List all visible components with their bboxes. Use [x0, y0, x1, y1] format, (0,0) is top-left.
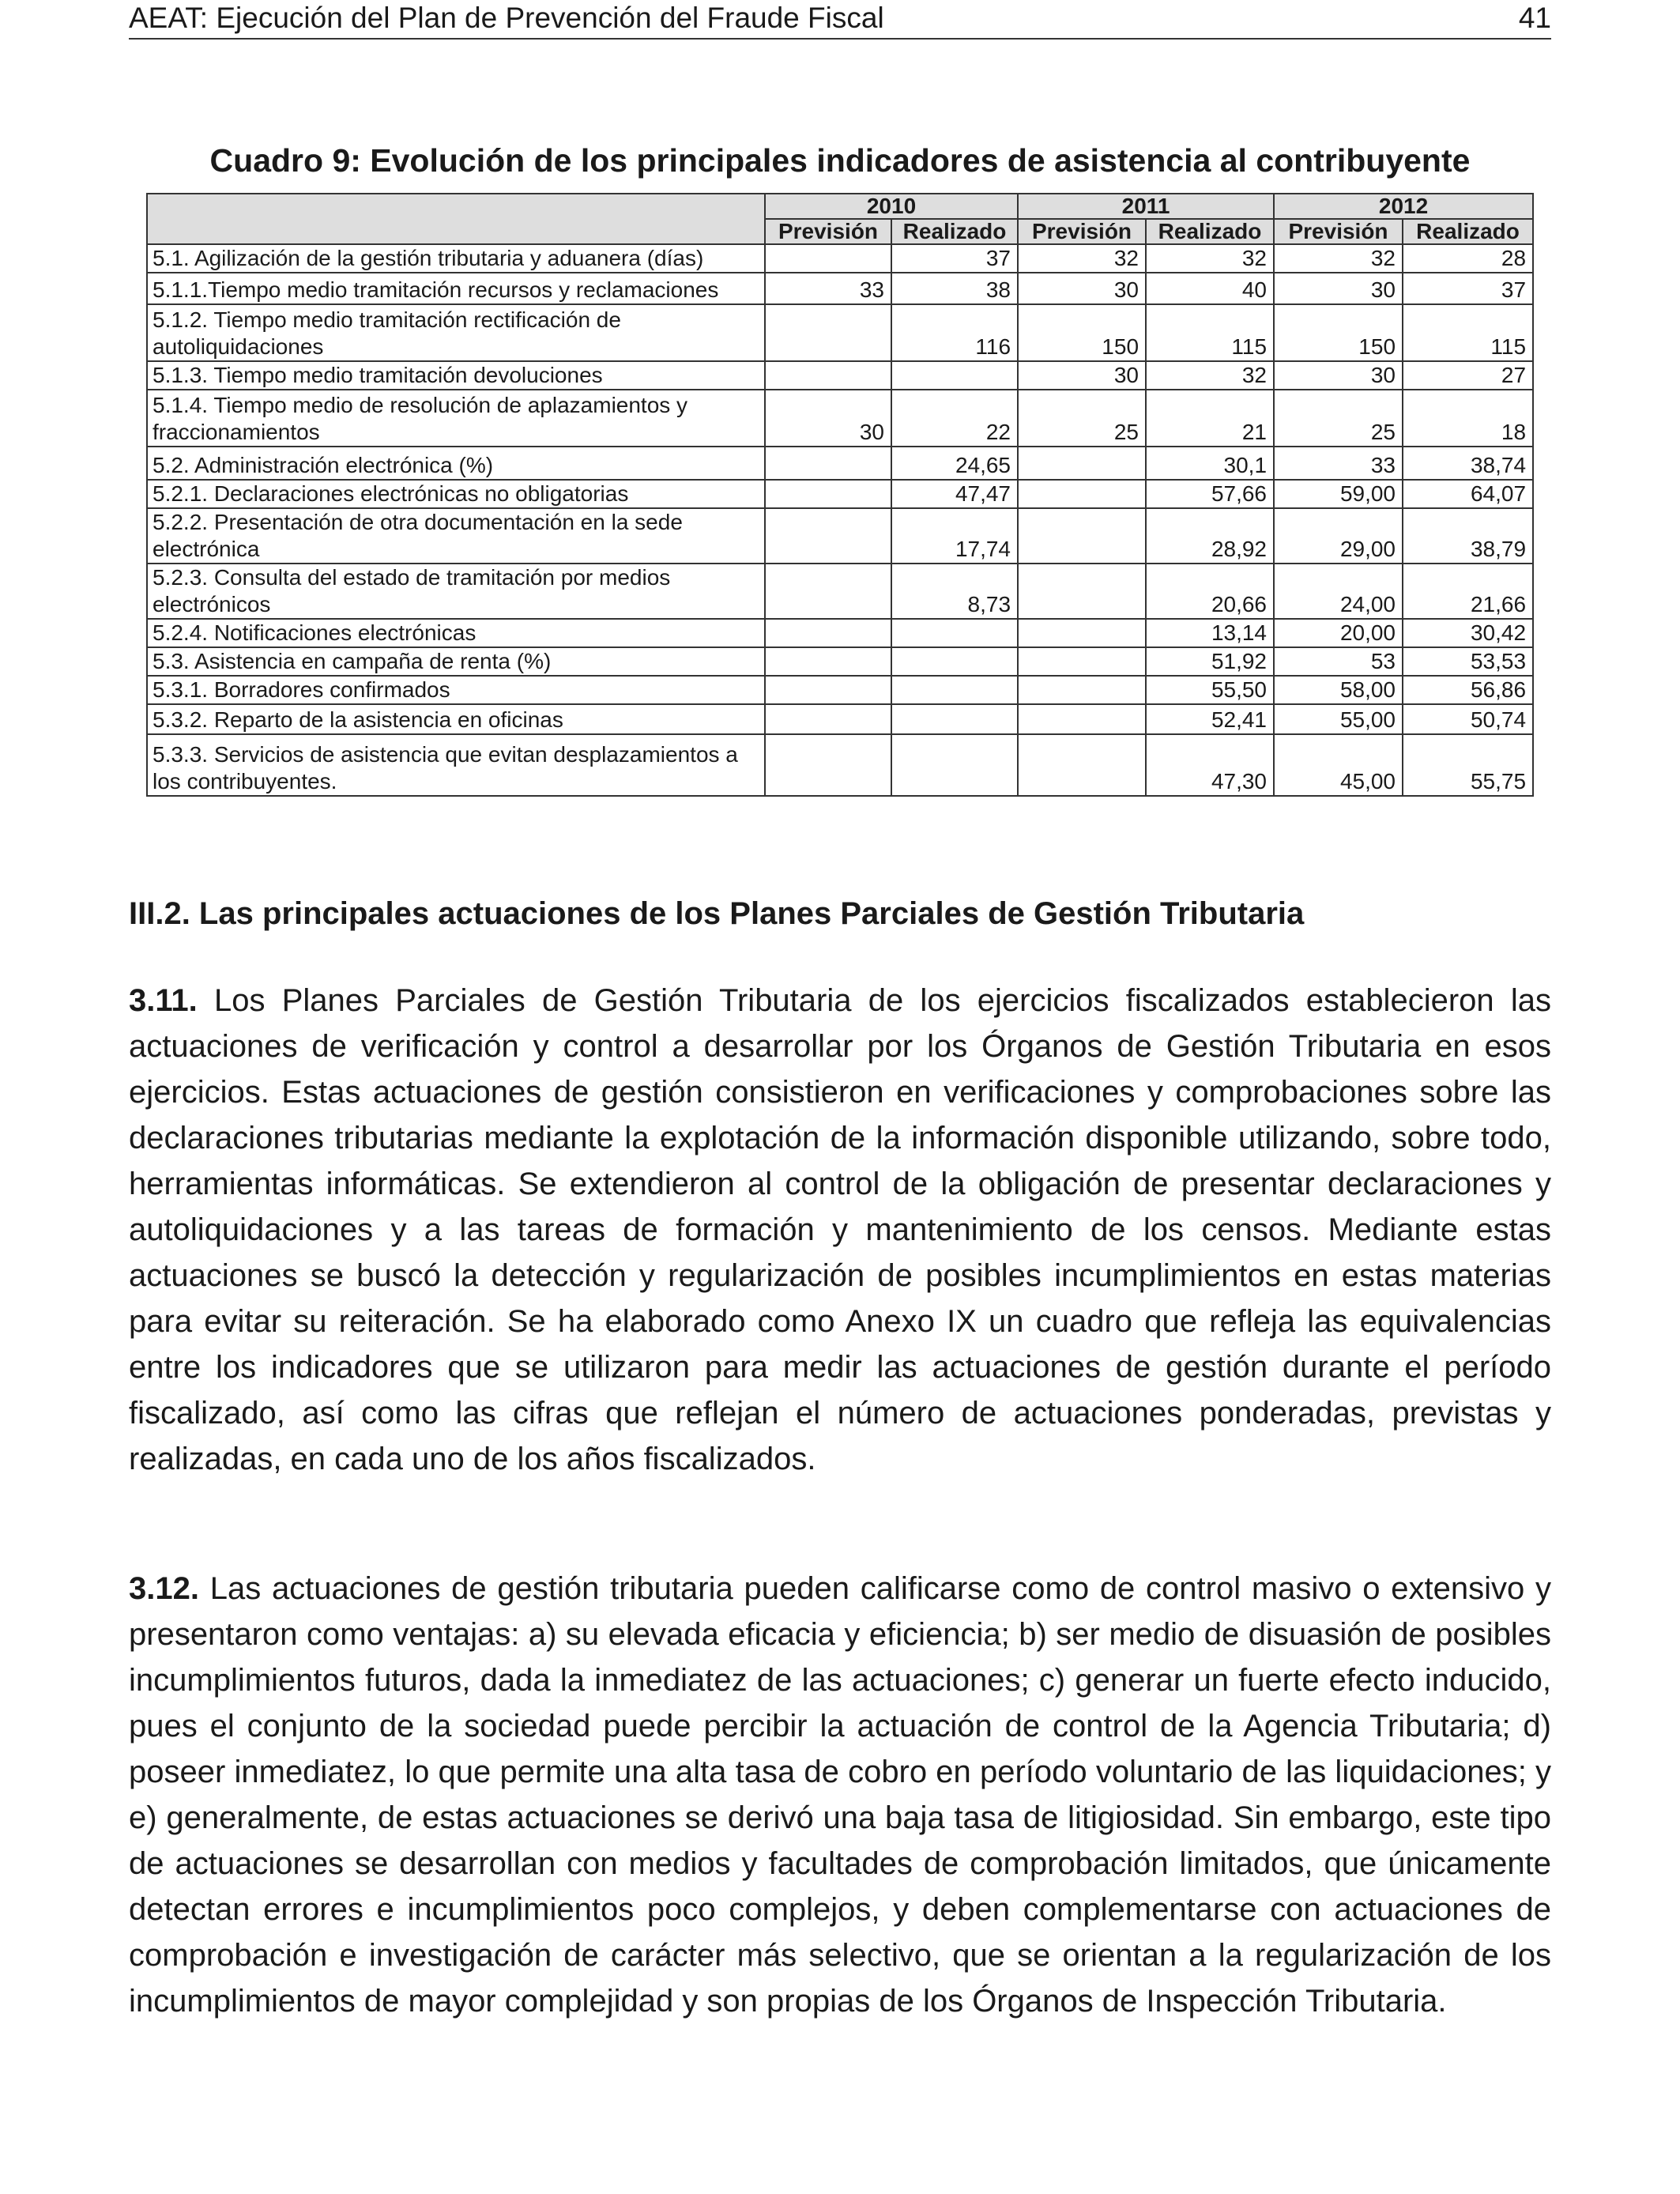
indicator-label: 5.1.1.Tiempo medio tramitación recursos y reclamaciones	[147, 273, 765, 304]
value-cell: 52,41	[1146, 704, 1274, 734]
page-number: 41	[1518, 2, 1551, 34]
value-cell	[891, 704, 1018, 734]
table-body	[147, 244, 1533, 796]
value-cell	[1018, 676, 1146, 704]
paragraph-3-12	[129, 1566, 1551, 2024]
value-cell: 45,00	[1274, 734, 1403, 796]
indicator-label: 5.1.4. Tiempo medio de resolución de aplazamientos y fraccionamientos	[147, 390, 765, 447]
value-cell	[891, 734, 1018, 796]
indicator-label: 5.1.2. Tiempo medio tramitación rectificación de autoliquidaciones	[147, 304, 765, 361]
value-cell: 30	[1018, 273, 1146, 304]
value-cell: 30	[1274, 273, 1403, 304]
value-cell: 59,00	[1274, 480, 1403, 508]
value-cell: 55,50	[1146, 676, 1274, 704]
value-cell: 53,53	[1403, 647, 1533, 676]
subheader-cell: Realizado	[1403, 219, 1533, 244]
indicator-label: 5.3.3. Servicios de asistencia que evitan desplazamientos a los contribuyentes.	[147, 734, 765, 796]
value-cell: 33	[765, 273, 891, 304]
value-cell: 32	[1018, 244, 1146, 273]
table-row	[147, 273, 1533, 304]
value-cell	[1018, 447, 1146, 480]
value-cell	[765, 304, 891, 361]
value-cell	[765, 734, 891, 796]
subheader-cell: Previsión	[765, 219, 891, 244]
value-cell: 28	[1403, 244, 1533, 273]
value-cell: 17,74	[891, 508, 1018, 564]
table-row	[147, 361, 1533, 390]
header-blank-cell	[147, 194, 765, 244]
value-cell: 38,79	[1403, 508, 1533, 564]
value-cell: 24,65	[891, 447, 1018, 480]
indicator-label: 5.3. Asistencia en campaña de renta (%)	[147, 647, 765, 676]
value-cell: 21,66	[1403, 564, 1533, 619]
value-cell	[765, 564, 891, 619]
value-cell	[891, 647, 1018, 676]
value-cell: 115	[1403, 304, 1533, 361]
table-row	[147, 564, 1533, 619]
value-cell: 8,73	[891, 564, 1018, 619]
value-cell: 30	[1018, 361, 1146, 390]
value-cell: 25	[1274, 390, 1403, 447]
table-row	[147, 647, 1533, 676]
value-cell: 32	[1274, 244, 1403, 273]
value-cell: 20,66	[1146, 564, 1274, 619]
value-cell: 38	[891, 273, 1018, 304]
table-row	[147, 508, 1533, 564]
value-cell: 18	[1403, 390, 1533, 447]
value-cell: 47,47	[891, 480, 1018, 508]
indicator-label: 5.2. Administración electrónica (%)	[147, 447, 765, 480]
value-cell: 150	[1274, 304, 1403, 361]
value-cell: 24,00	[1274, 564, 1403, 619]
value-cell	[765, 704, 891, 734]
table-row	[147, 447, 1533, 480]
indicator-label: 5.2.4. Notificaciones electrónicas	[147, 619, 765, 647]
subheader-cell: Realizado	[891, 219, 1018, 244]
value-cell	[765, 447, 891, 480]
table-row	[147, 304, 1533, 361]
value-cell: 150	[1018, 304, 1146, 361]
value-cell	[1018, 704, 1146, 734]
value-cell: 47,30	[1146, 734, 1274, 796]
value-cell	[1018, 508, 1146, 564]
value-cell: 32	[1146, 361, 1274, 390]
year-header: 2012	[1274, 194, 1533, 219]
table-row	[147, 619, 1533, 647]
value-cell: 25	[1018, 390, 1146, 447]
value-cell: 13,14	[1146, 619, 1274, 647]
value-cell: 27	[1403, 361, 1533, 390]
value-cell: 33	[1274, 447, 1403, 480]
value-cell: 30	[765, 390, 891, 447]
value-cell: 116	[891, 304, 1018, 361]
value-cell: 58,00	[1274, 676, 1403, 704]
indicator-label: 5.1. Agilización de la gestión tributaria y aduanera (días)	[147, 244, 765, 273]
value-cell: 30	[1274, 361, 1403, 390]
indicators-table	[146, 193, 1534, 797]
indicator-label: 5.1.3. Tiempo medio tramitación devoluciones	[147, 361, 765, 390]
paragraph-text: Los Planes Parciales de Gestión Tributaria de los ejercicios fiscalizados establecieron las actuaciones de verificación y control a desarrollar por los Órganos de Gestión Tributaria en esos ejercicios. Estas actuaciones de gestión consistieron en verificaciones y comprobaciones sobre las declaraciones tributarias mediante la explotación de la información disponible utilizando, sobre todo, herramientas informáticas. Se extendieron al control de la obligación de presentar declaraciones y autoliquidaciones y a las tareas de formación y mantenimiento de los censos. Mediante estas actuaciones se buscó la detección y regularización de posibles incumplimientos en estas materias para evitar su reiteración. Se ha elaborado como Anexo IX un cuadro que refleja las equivalencias entre los indicadores que se utilizaron para medir las actuaciones de gestión durante el período fiscalizado, así como las cifras que reflejan el número de actuaciones ponderadas, previstas y realizadas, en cada uno de los años fiscalizados.	[129, 983, 1551, 1476]
value-cell	[891, 676, 1018, 704]
value-cell	[1018, 564, 1146, 619]
value-cell: 20,00	[1274, 619, 1403, 647]
page-header	[129, 2, 1551, 40]
value-cell	[1018, 647, 1146, 676]
value-cell: 28,92	[1146, 508, 1274, 564]
value-cell	[765, 647, 891, 676]
value-cell: 37	[1403, 273, 1533, 304]
value-cell	[765, 676, 891, 704]
value-cell: 55,75	[1403, 734, 1533, 796]
value-cell: 29,00	[1274, 508, 1403, 564]
value-cell: 115	[1146, 304, 1274, 361]
value-cell	[765, 619, 891, 647]
value-cell: 30,42	[1403, 619, 1533, 647]
value-cell: 21	[1146, 390, 1274, 447]
value-cell	[1018, 619, 1146, 647]
table-row	[147, 480, 1533, 508]
value-cell: 22	[891, 390, 1018, 447]
paragraph-number: 3.11.	[129, 983, 198, 1018]
value-cell: 40	[1146, 273, 1274, 304]
value-cell	[1018, 480, 1146, 508]
value-cell: 38,74	[1403, 447, 1533, 480]
table-row	[147, 390, 1533, 447]
section-heading: III.2. Las principales actuaciones de los Planes Parciales de Gestión Tributaria	[129, 896, 1305, 931]
table-title: Cuadro 9: Evolución de los principales indicadores de asistencia al contribuyente	[209, 142, 1471, 179]
table-row	[147, 734, 1533, 796]
value-cell: 32	[1146, 244, 1274, 273]
subheader-cell: Previsión	[1018, 219, 1146, 244]
value-cell	[891, 619, 1018, 647]
value-cell	[765, 361, 891, 390]
value-cell	[765, 480, 891, 508]
paragraph-3-11	[129, 978, 1551, 1482]
value-cell: 56,86	[1403, 676, 1533, 704]
header-title: AEAT: Ejecución del Plan de Prevención del Fraude Fiscal	[129, 2, 884, 34]
value-cell	[765, 508, 891, 564]
value-cell	[765, 244, 891, 273]
value-cell: 57,66	[1146, 480, 1274, 508]
table-row	[147, 676, 1533, 704]
value-cell: 50,74	[1403, 704, 1533, 734]
value-cell	[891, 361, 1018, 390]
paragraph-text: Las actuaciones de gestión tributaria pueden calificarse como de control masivo o extensivo y presentaron como ventajas: a) su elevada eficacia y eficiencia; b) ser medio de disuasión de posibles incumplimientos futuros, dada la inmediatez de las actuaciones; c) generar un fuerte efecto inducido, pues el conjunto de la sociedad puede percibir la actuación de control de la Agencia Tributaria; d) poseer inmediatez, lo que permite una alta tasa de cobro en período voluntario de las liquidaciones; y e) generalmente, de estas actuaciones se derivó una baja tasa de litigiosidad. Sin embargo, este tipo de actuaciones se desarrollan con medios y facultades de comprobación limitados, que únicamente detectan errores e incumplimientos poco complejos, y deben complementarse con actuaciones de comprobación e investigación de carácter más selectivo, que se orientan a la regularización de los incumplimientos de mayor complejidad y son propias de los Órganos de Inspección Tributaria.	[129, 1571, 1551, 2019]
value-cell	[1018, 734, 1146, 796]
year-header: 2010	[765, 194, 1018, 219]
table-row	[147, 244, 1533, 273]
indicator-label: 5.2.2. Presentación de otra documentación en la sede electrónica	[147, 508, 765, 564]
value-cell: 53	[1274, 647, 1403, 676]
year-header: 2011	[1018, 194, 1274, 219]
paragraph-number: 3.12.	[129, 1571, 199, 1606]
value-cell: 55,00	[1274, 704, 1403, 734]
value-cell: 37	[891, 244, 1018, 273]
table-row	[147, 704, 1533, 734]
indicator-label: 5.3.1. Borradores confirmados	[147, 676, 765, 704]
value-cell: 64,07	[1403, 480, 1533, 508]
subheader-cell: Previsión	[1274, 219, 1403, 244]
subheader-cell: Realizado	[1146, 219, 1274, 244]
value-cell: 30,1	[1146, 447, 1274, 480]
indicator-label: 5.2.1. Declaraciones electrónicas no obligatorias	[147, 480, 765, 508]
year-header-row	[147, 194, 1533, 219]
indicator-label: 5.3.2. Reparto de la asistencia en oficinas	[147, 704, 765, 734]
value-cell: 51,92	[1146, 647, 1274, 676]
indicator-label: 5.2.3. Consulta del estado de tramitación por medios electrónicos	[147, 564, 765, 619]
